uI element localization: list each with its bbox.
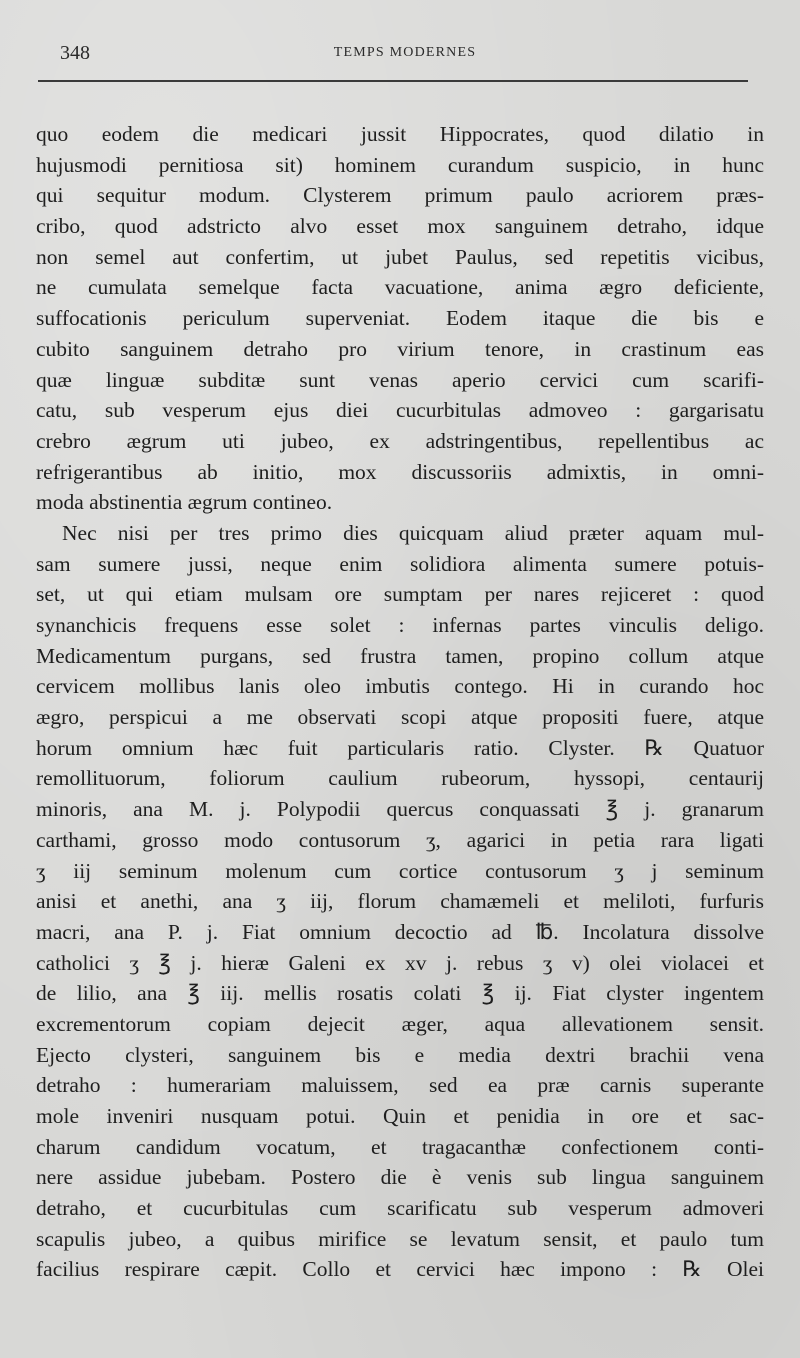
text-line: suffocationis periculum superveniat. Eodem itaque die bis e [36,306,764,331]
text-line: excrementorum copiam dejecit æger, aqua allevationem sensit. [36,1011,764,1036]
text-line: quo eodem die medicari jussit Hippocrates, quod dilatio in [36,122,764,146]
text-line: charum candidum vocatum, et tragacanthæ confectionem conti- [36,1134,764,1159]
text-line: Ejecto clysteri, sanguinem bis e media dextri brachii vena [36,1042,764,1067]
text-line: Medicamentum purgans, sed frustra tamen, propino collum atque [36,643,764,668]
text-line: nere assidue jubebam. Postero die è venis sub lingua sanguinem [36,1165,764,1190]
text-line: remollituorum, foliorum caulium rubeorum, hyssopi, centaurij [36,766,764,791]
text-line: hujusmodi pernitiosa sit) hominem curandum suspicio, in hunc [36,152,764,177]
text-line: macri, ana P. j. Fiat omnium decoctio ad ℔. Incolatura dissolve [36,919,764,944]
page-number: 348 [60,42,90,64]
paragraph [36,518,764,1285]
text-line: moda abstinentia ægrum contineo. [36,490,333,515]
text-line: catholici ʒ ℥ j. hieræ Galeni ex xv j. rebus ʒ v) olei violacei et [36,950,764,975]
text-line: Nec nisi per tres primo dies quicquam aliud præter aquam mul- [62,520,764,545]
text-line: synanchicis frequens esse solet : infernas partes vinculis deligo. [36,613,764,637]
text-line: detraho, et cucurbitulas cum scarificatu sub vesperum admoveri [36,1196,764,1221]
text-line: cribo, quod adstricto alvo esset mox sanguinem detraho, idque [36,214,764,239]
text-line: sam sumere jussi, neque enim solidiora alimenta sumere potuis- [36,551,764,576]
text-line: cervicem mollibus lanis oleo imbutis contego. Hi in curando hoc [36,674,764,699]
body-text [36,119,764,1285]
text-line: anisi et anethi, ana ʒ iij, florum chamæmeli et meliloti, furfuris [36,889,764,914]
text-line: facilius respirare cæpit. Collo et cervici hæc impono : ℞ Olei [36,1257,764,1282]
text-line: set, ut qui etiam mulsam ore sumptam per nares rejiceret : quod [36,582,764,607]
text-line: mole inveniri nusquam potui. Quin et penidia in ore et sac- [36,1104,764,1128]
text-line: minoris, ana M. j. Polypodii quercus conquassati ℥ j. granarum [36,797,764,822]
running-head [60,40,750,68]
text-line: quæ linguæ subditæ sunt venas aperio cervici cum scarifi- [36,367,764,392]
text-line: cubito sanguinem detraho pro virium tenore, in crastinum eas [36,336,764,361]
running-title: TEMPS MODERNES [333,45,477,60]
text-line: qui sequitur modum. Clysterem primum paulo acriorem præs- [36,183,764,208]
text-line: non semel aut confertim, ut jubet Paulus, sed repetitis vicibus, [36,244,764,269]
text-line: ægro, perspicui a me observati scopi atque propositi fuere, atque [36,705,764,730]
paragraph [36,119,764,518]
text-line: catu, sub vesperum ejus diei cucurbitulas admoveo : gargarisatu [36,398,764,423]
text-line: ʒ iij seminum molenum cum cortice contusorum ʒ j seminum [36,858,764,883]
text-line: ne cumulata semelque facta vacuatione, anima ægro deficiente, [36,275,764,300]
text-line: de lilio, ana ℥ iij. mellis rosatis colati ℥ ij. Fiat clyster ingentem [36,981,764,1006]
text-line: detraho : humerariam maluissem, sed ea præ carnis superante [36,1073,764,1098]
text-line: crebro ægrum uti jubeo, ex adstringentibus, repellentibus ac [36,428,764,453]
text-line: carthami, grosso modo contusorum ʒ, agarici in petia rara ligati [36,827,764,852]
header-rule [38,80,748,82]
text-line: horum omnium hæc fuit particularis ratio. Clyster. ℞ Quatuor [36,735,764,760]
text-line: refrigerantibus ab initio, mox discussoriis admixtis, in omni- [36,459,764,484]
text-line: scapulis jubeo, a quibus mirifice se levatum sensit, et paulo tum [36,1226,764,1251]
